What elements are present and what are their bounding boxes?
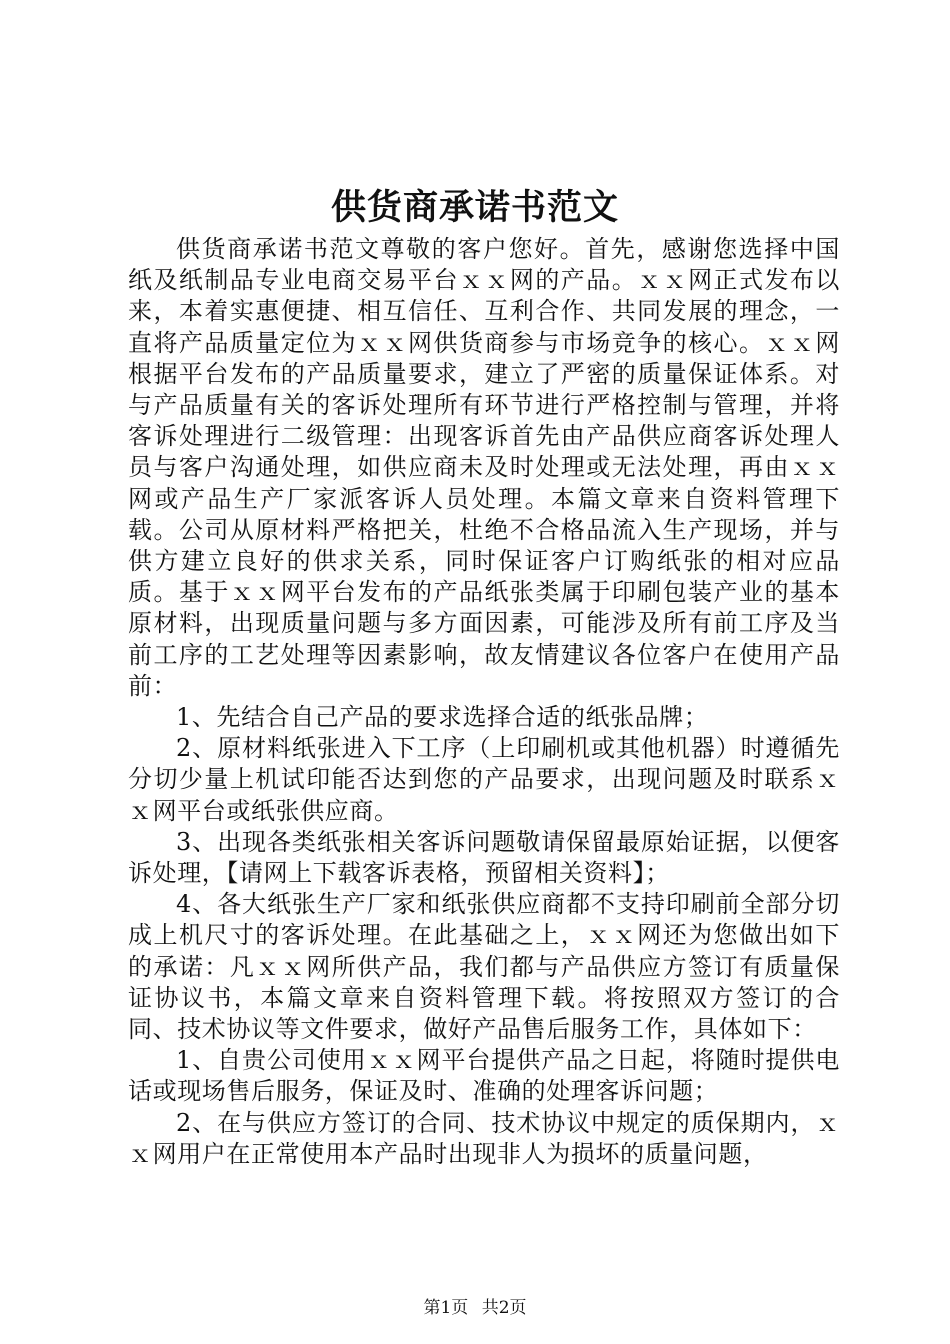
- paragraph-commitment-1: 1、自贵公司使用ｘｘ网平台提供产品之日起，将随时提供电话或现场售后服务，保证及时、准确的处理客诉问题；: [128, 1046, 840, 1106]
- paragraph-intro: 供货商承诺书范文尊敬的客户您好。首先，感谢您选择中国纸及纸制品专业电商交易平台ｘｘ网的产品。ｘｘ网正式发布以来，本着实惠便捷、相互信任、互利合作、共同发展的理念，一直将产品质量定位为ｘｘ网供货商参与市场竞争的核心。ｘｘ网根据平台发布的产品质量要求，建立了严密的质量保证体系。对与产品质量有关的客诉处理所有环节进行严格控制与管理，并将客诉处理进行二级管理：出现客诉首先由产品供应商客诉处理人员与客户沟通处理，如供应商未及时处理或无法处理，再由ｘｘ网或产品生产厂家派客诉人员处理。本篇文章来自资料管理下载。公司从原材料严格把关，杜绝不合格品流入生产现场，并与供方建立良好的供求关系，同时保证客户订购纸张的相对应品质。基于ｘｘ网平台发布的产品纸张类属于印刷包装产业的基本原材料，出现质量问题与多方面因素，可能涉及所有前工序及当前工序的工艺处理等因素影响，故友情建议各位客户在使用产品前：: [128, 235, 840, 700]
- paragraph-commitment-2: 2、在与供应方签订的合同、技术协议中规定的质保期内，ｘｘ网用户在正常使用本产品时出现非人为损坏的质量问题，: [128, 1108, 840, 1168]
- page-footer: [0, 1297, 950, 1319]
- paragraph-advice-2: 2、原材料纸张进入下工序（上印刷机或其他机器）时遵循先分切少量上机试印能否达到您的产品要求，出现问题及时联系ｘｘ网平台或纸张供应商。: [128, 734, 840, 825]
- page-title: 供货商承诺书范文: [330, 187, 619, 228]
- paragraph-advice-1: 1、先结合自己产品的要求选择合适的纸张品牌；: [176, 703, 709, 732]
- page-total: 共2页: [481, 1298, 527, 1318]
- paragraph-advice-3: 3、出现各类纸张相关客诉问题敬请保留最原始证据，以便客诉处理，【请网上下载客诉表格，预留相关资料】；: [128, 827, 840, 888]
- document-body: [128, 234, 840, 1170]
- page-number: 第1页: [423, 1298, 469, 1318]
- paragraph-advice-4: 4、各大纸张生产厂家和纸张供应商都不支持印刷前全部分切成上机尺寸的客诉处理。在此基础之上，ｘｘ网还为您做出如下的承诺：凡ｘｘ网所供产品，我们都与产品供应方签订有质量保证协议书，本篇文章来自资料管理下载。将按照双方签订的合同、技术协议等文件要求，做好产品售后服务工作，具体如下：: [128, 890, 840, 1044]
